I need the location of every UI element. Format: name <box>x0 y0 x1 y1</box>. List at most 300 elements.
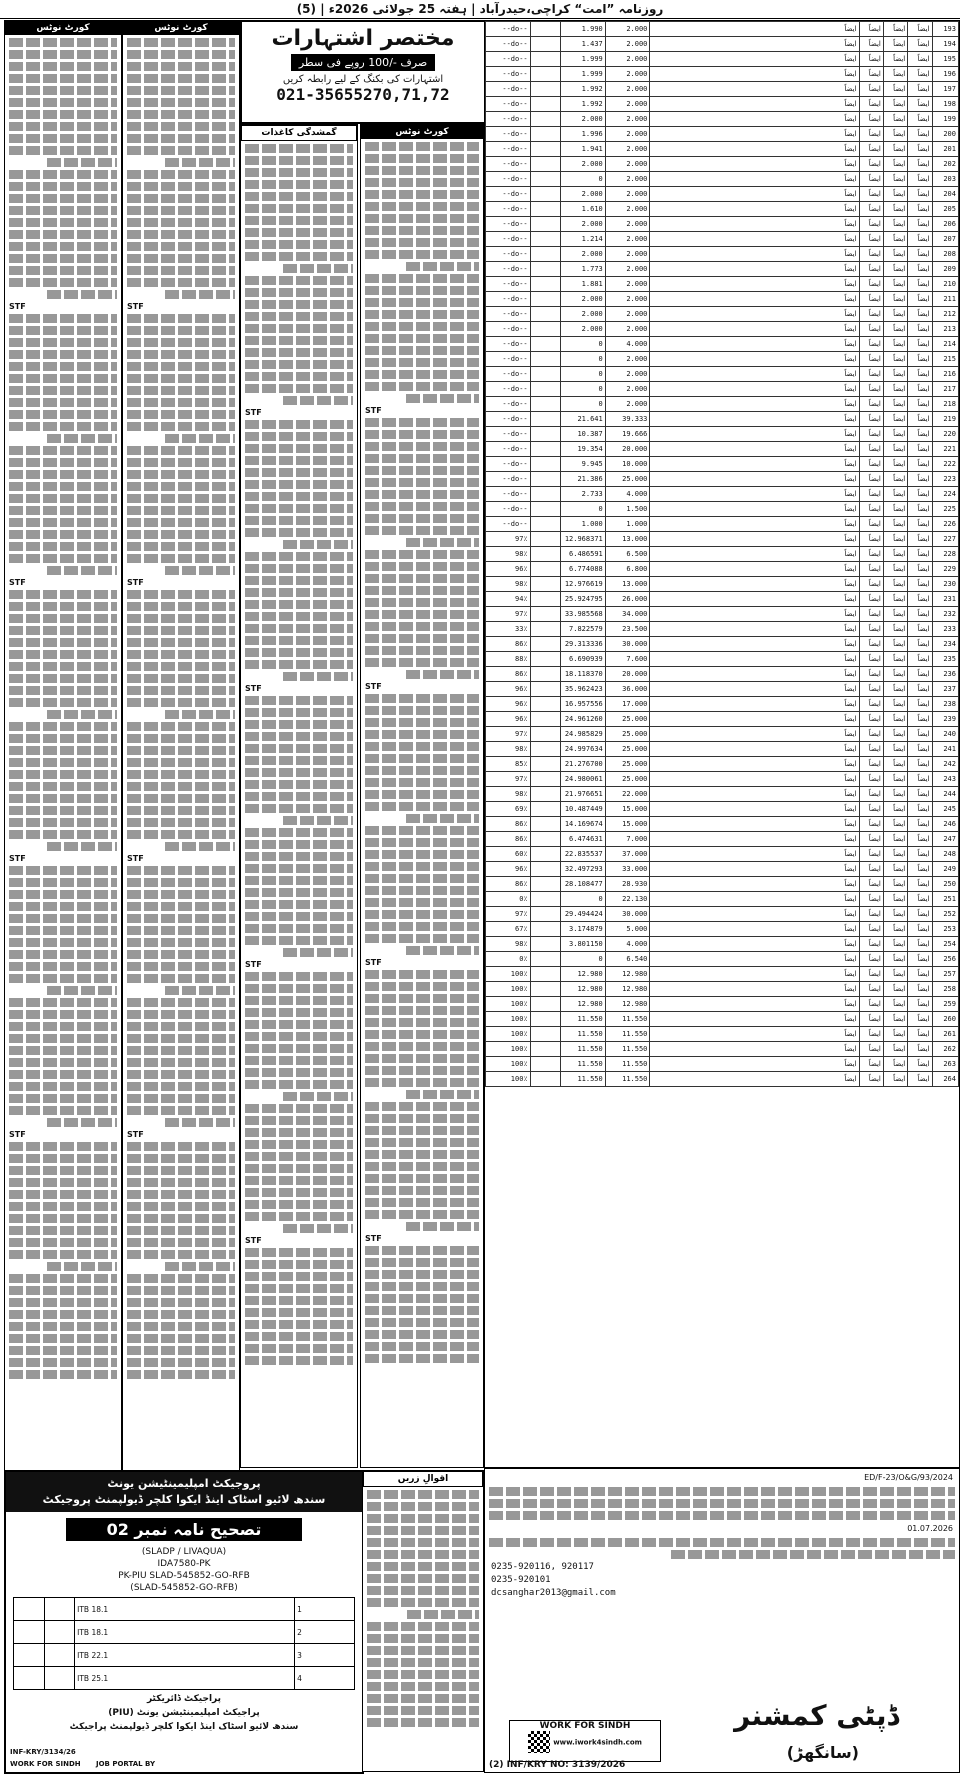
text-line <box>9 1178 117 1187</box>
text-line <box>245 240 353 249</box>
text-line <box>9 1322 117 1331</box>
cell-d4: ایضاً <box>908 832 932 847</box>
text-line <box>127 1358 235 1367</box>
text-line <box>127 1370 235 1379</box>
cell-desc: ایضاً <box>650 622 859 637</box>
text-line <box>365 862 479 871</box>
text-line <box>47 434 117 443</box>
cell-no: 205 <box>932 202 958 217</box>
cell-d3: ایضاً <box>883 142 907 157</box>
cell-time: 97٪ <box>486 772 531 787</box>
cell-desc: ایضاً <box>650 142 859 157</box>
cell-d4: ایضاً <box>908 862 932 877</box>
footer-reference: ED/F-23/O&G/93/2024 <box>864 1473 953 1482</box>
cell-amount: 25.000 <box>605 772 650 787</box>
footer-inf-number: (2) INF/KRY NO: 3139/2026 <box>489 1760 626 1770</box>
corrigendum-table <box>13 1597 355 1690</box>
text-line <box>9 50 117 59</box>
text-line <box>367 1598 479 1607</box>
text-line <box>9 218 117 227</box>
cell-time: 86٪ <box>486 877 531 892</box>
cell-desc: ایضاً <box>650 427 859 442</box>
tender-table-wrapper <box>484 20 960 1468</box>
cell-cost: 2.733 <box>561 487 606 502</box>
cell-d4: ایضاً <box>908 532 932 547</box>
text-line <box>127 86 235 95</box>
cell-blank <box>530 772 560 787</box>
cell-amount: 28.930 <box>605 877 650 892</box>
cell-d2: ایضاً <box>859 187 883 202</box>
text-line <box>9 758 117 767</box>
cell-d3: ایضاً <box>883 217 907 232</box>
qr-code-icon <box>528 1731 550 1753</box>
table-row <box>486 712 959 727</box>
table-row <box>486 37 959 52</box>
text-line <box>9 518 117 527</box>
table-row <box>486 352 959 367</box>
text-line <box>245 1356 353 1365</box>
text-line <box>245 576 353 585</box>
text-line <box>127 890 235 899</box>
cell-cost: 0 <box>561 352 606 367</box>
cell-time: 33٪ <box>486 622 531 637</box>
text-line <box>127 914 235 923</box>
text-line <box>47 710 117 719</box>
cell-desc: ایضاً <box>650 967 859 982</box>
cell-d3: ایضاً <box>883 172 907 187</box>
cell-desc: ایضاً <box>650 412 859 427</box>
text-line <box>365 586 479 595</box>
cell-amount: 6.500 <box>605 547 650 562</box>
text-line <box>127 602 235 611</box>
cell-d2: ایضاً <box>859 97 883 112</box>
text-line <box>365 1330 479 1339</box>
cell-d3: ایضاً <box>883 127 907 142</box>
text-line <box>127 818 235 827</box>
text-line <box>245 912 353 921</box>
cell-time: 98٪ <box>486 742 531 757</box>
text-line <box>365 850 479 859</box>
cell-cost: 12.980 <box>561 982 606 997</box>
cell-no: 210 <box>932 277 958 292</box>
cell-d2: ایضاً <box>859 457 883 472</box>
cell-no: 228 <box>932 547 958 562</box>
text-line <box>127 182 235 191</box>
cell-time: 96٪ <box>486 697 531 712</box>
cell-no: 200 <box>932 127 958 142</box>
project-unit: پروجیکٹ امپلیمینٹیشن یونٹ <box>107 1477 261 1490</box>
cell-cost: 1.999 <box>561 67 606 82</box>
cell-amount: 12.980 <box>605 967 650 982</box>
text-line <box>127 194 235 203</box>
text-line <box>127 1154 235 1163</box>
text-line <box>365 706 479 715</box>
text-line <box>9 122 117 131</box>
notices-column-4 <box>360 124 484 1468</box>
cell-d3: ایضاً <box>883 847 907 862</box>
text-line <box>127 314 235 323</box>
cell-d3: ایضاً <box>883 397 907 412</box>
cell-d3: ایضاً <box>883 502 907 517</box>
text-line <box>365 598 479 607</box>
cell-desc: ایضاً <box>650 1012 859 1027</box>
cell-d3: ایضاً <box>883 97 907 112</box>
text-line <box>245 864 353 873</box>
cell-d2: ایضاً <box>859 562 883 577</box>
text-line <box>245 1128 353 1137</box>
cell-d4: ایضاً <box>908 112 932 127</box>
cell-d2: ایضاً <box>859 682 883 697</box>
text-line <box>245 840 353 849</box>
cell-desc: ایضاً <box>650 862 859 877</box>
cell-d4: ایضاً <box>908 1042 932 1057</box>
cell-no: 217 <box>932 382 958 397</box>
cell-d2: ایضاً <box>859 607 883 622</box>
text-line <box>127 662 235 671</box>
text-line <box>245 204 353 213</box>
cell-time: 86٪ <box>486 817 531 832</box>
table-row <box>486 607 959 622</box>
corrigendum-cell-blank <box>44 1621 75 1644</box>
text-line <box>365 442 479 451</box>
cell-desc: ایضاً <box>650 637 859 652</box>
stf-mark: STF <box>245 408 262 417</box>
cell-cost: 21.386 <box>561 472 606 487</box>
cell-d3: ایضاً <box>883 667 907 682</box>
court-notice-heading: کورٹ نوٹس <box>123 21 239 35</box>
cell-cost: 0 <box>561 502 606 517</box>
text-line <box>127 638 235 647</box>
text-line <box>9 878 117 887</box>
cell-d3: ایضاً <box>883 82 907 97</box>
cell-cost: 2.000 <box>561 322 606 337</box>
cell-desc: ایضاً <box>650 832 859 847</box>
text-line <box>127 506 235 515</box>
cell-time: --do-- <box>486 382 531 397</box>
corrigendum-cell-no: 2 <box>295 1621 355 1644</box>
text-line <box>127 1046 235 1055</box>
cell-amount: 6.800 <box>605 562 650 577</box>
text-line <box>127 1238 235 1247</box>
cell-time: --do-- <box>486 367 531 382</box>
table-row <box>486 442 959 457</box>
cell-amount: 2.000 <box>605 397 650 412</box>
cell-blank <box>530 172 560 187</box>
cell-d2: ایضاً <box>859 907 883 922</box>
cell-d4: ایضاً <box>908 682 932 697</box>
text-line <box>127 278 235 287</box>
cell-desc: ایضاً <box>650 742 859 757</box>
cell-desc: ایضاً <box>650 247 859 262</box>
cell-amount: 2.000 <box>605 142 650 157</box>
text-line <box>365 514 479 523</box>
cell-d3: ایضاً <box>883 547 907 562</box>
text-line <box>9 1046 117 1055</box>
cell-cost: 33.985568 <box>561 607 606 622</box>
cell-no: 262 <box>932 1042 958 1057</box>
text-line <box>245 300 353 309</box>
cell-no: 222 <box>932 457 958 472</box>
text-line <box>245 1176 353 1185</box>
text-line <box>245 972 353 981</box>
text-line <box>245 984 353 993</box>
cell-cost: 21.276700 <box>561 757 606 772</box>
text-line <box>9 314 117 323</box>
table-row <box>486 532 959 547</box>
table-row <box>486 412 959 427</box>
cell-d2: ایضاً <box>859 247 883 262</box>
cell-time: --do-- <box>486 97 531 112</box>
cell-desc: ایضاً <box>650 877 859 892</box>
text-line <box>127 1214 235 1223</box>
text-line <box>245 504 353 513</box>
text-line <box>127 962 235 971</box>
text-line <box>9 1154 117 1163</box>
table-row <box>486 472 959 487</box>
cell-no: 209 <box>932 262 958 277</box>
cell-no: 195 <box>932 52 958 67</box>
text-line <box>245 696 353 705</box>
cell-no: 213 <box>932 322 958 337</box>
cell-amount: 20.000 <box>605 442 650 457</box>
cell-d3: ایضاً <box>883 967 907 982</box>
cell-cost: 11.550 <box>561 1027 606 1042</box>
text-line <box>9 950 117 959</box>
text-line <box>9 962 117 971</box>
cell-no: 258 <box>932 982 958 997</box>
text-line <box>365 1030 479 1039</box>
cell-d2: ایضاً <box>859 127 883 142</box>
stf-mark: STF <box>245 1236 262 1245</box>
text-line <box>127 1022 235 1031</box>
text-line <box>365 490 479 499</box>
cell-no: 193 <box>932 22 958 37</box>
cell-time: --do-- <box>486 427 531 442</box>
text-line <box>9 134 117 143</box>
cell-d2: ایضاً <box>859 337 883 352</box>
project-name: سندھ لائیو اسٹاک اینڈ ایکوا کلچر ڈیولپمنٹ پروجیکٹ <box>42 1493 326 1506</box>
text-line <box>9 734 117 743</box>
cell-amount: 13.000 <box>605 532 650 547</box>
cell-d4: ایضاً <box>908 277 932 292</box>
text-line <box>127 1010 235 1019</box>
cell-cost: 2.000 <box>561 247 606 262</box>
cell-d2: ایضاً <box>859 637 883 652</box>
cell-desc: ایضاً <box>650 937 859 952</box>
cell-cost: 6.690939 <box>561 652 606 667</box>
text-line <box>245 648 353 657</box>
cell-blank <box>530 862 560 877</box>
text-line <box>365 526 479 535</box>
cell-d2: ایضاً <box>859 592 883 607</box>
text-line <box>9 1274 117 1283</box>
cell-d4: ایضاً <box>908 217 932 232</box>
cell-time: 86٪ <box>486 637 531 652</box>
text-line <box>365 226 479 235</box>
text-line <box>165 434 235 443</box>
text-line <box>245 144 353 153</box>
court-notice-column-1 <box>4 20 122 1472</box>
table-row <box>486 262 959 277</box>
text-line <box>127 1082 235 1091</box>
cell-cost: 1.000 <box>561 517 606 532</box>
text-line <box>165 1118 235 1127</box>
cell-time: --do-- <box>486 277 531 292</box>
cell-d4: ایضاً <box>908 367 932 382</box>
cell-desc: ایضاً <box>650 712 859 727</box>
text-line <box>367 1586 479 1595</box>
project-notice <box>4 1470 364 1774</box>
cell-d4: ایضاً <box>908 937 932 952</box>
project-inf-number: INF-KRY/3134/26 <box>10 1748 76 1756</box>
cell-d3: ایضاً <box>883 997 907 1012</box>
cell-blank <box>530 217 560 232</box>
corrigendum-row <box>14 1598 355 1621</box>
cell-d2: ایضاً <box>859 37 883 52</box>
corrigendum-cell-no: 4 <box>295 1667 355 1690</box>
cell-cost: 28.108477 <box>561 877 606 892</box>
cell-d2: ایضاً <box>859 502 883 517</box>
text-line <box>9 902 117 911</box>
cell-no: 252 <box>932 907 958 922</box>
cell-no: 202 <box>932 157 958 172</box>
text-line <box>127 50 235 59</box>
text-line <box>127 902 235 911</box>
cell-blank <box>530 637 560 652</box>
text-line <box>9 830 117 839</box>
cell-time: --do-- <box>486 247 531 262</box>
text-line <box>365 574 479 583</box>
cell-d2: ایضاً <box>859 952 883 967</box>
cell-cost: 2.000 <box>561 112 606 127</box>
text-line <box>365 610 479 619</box>
table-row <box>486 787 959 802</box>
text-line <box>245 1320 353 1329</box>
text-line <box>127 1070 235 1079</box>
cell-d2: ایضاً <box>859 997 883 1012</box>
cell-cost: 24.980061 <box>561 772 606 787</box>
cell-d4: ایضاً <box>908 37 932 52</box>
text-line <box>365 1282 479 1291</box>
cell-d2: ایضاً <box>859 142 883 157</box>
cell-cost: 1.941 <box>561 142 606 157</box>
text-line <box>245 1188 353 1197</box>
cell-time: 88٪ <box>486 652 531 667</box>
text-line <box>127 38 235 47</box>
table-row <box>486 817 959 832</box>
cell-amount: 25.000 <box>605 472 650 487</box>
text-line <box>367 1490 479 1499</box>
text-line <box>245 1044 353 1053</box>
stf-mark: STF <box>365 958 382 967</box>
cell-cost: 12.976619 <box>561 577 606 592</box>
text-line <box>365 1318 479 1327</box>
cell-desc: ایضاً <box>650 277 859 292</box>
cell-time: 60٪ <box>486 847 531 862</box>
cell-cost: 1.437 <box>561 37 606 52</box>
cell-no: 235 <box>932 652 958 667</box>
text-line <box>9 1358 117 1367</box>
cell-d2: ایضاً <box>859 817 883 832</box>
cell-cost: 32.497293 <box>561 862 606 877</box>
table-row <box>486 22 959 37</box>
district-name: (سانگھڑ) <box>786 1743 859 1762</box>
text-line <box>9 1250 117 1259</box>
cell-blank <box>530 502 560 517</box>
text-line <box>9 974 117 983</box>
cell-d2: ایضاً <box>859 1027 883 1042</box>
cell-d3: ایضاً <box>883 757 907 772</box>
cell-d3: ایضاً <box>883 937 907 952</box>
text-line <box>365 742 479 751</box>
text-line <box>9 62 117 71</box>
cell-cost: 9.945 <box>561 457 606 472</box>
text-line <box>9 266 117 275</box>
cell-amount: 2.000 <box>605 67 650 82</box>
text-line <box>127 134 235 143</box>
cell-cost: 21.641 <box>561 412 606 427</box>
text-line <box>127 410 235 419</box>
text-line <box>127 770 235 779</box>
cell-no: 230 <box>932 577 958 592</box>
cell-blank <box>530 337 560 352</box>
cell-d2: ایضاً <box>859 352 883 367</box>
text-line <box>365 1198 479 1207</box>
text-line <box>365 778 479 787</box>
table-row <box>486 127 959 142</box>
text-line <box>367 1670 479 1679</box>
table-row <box>486 217 959 232</box>
text-line <box>245 624 353 633</box>
cell-d3: ایضاً <box>883 367 907 382</box>
text-line <box>365 646 479 655</box>
text-line <box>127 374 235 383</box>
cell-cost: 12.968371 <box>561 532 606 547</box>
cell-desc: ایضاً <box>650 1042 859 1057</box>
cell-no: 198 <box>932 97 958 112</box>
cell-no: 260 <box>932 1012 958 1027</box>
table-row <box>486 997 959 1012</box>
cell-no: 199 <box>932 112 958 127</box>
text-line <box>365 1138 479 1147</box>
text-line <box>245 1272 353 1281</box>
text-line <box>365 1342 479 1351</box>
cell-amount: 25.000 <box>605 742 650 757</box>
cell-d2: ایضاً <box>859 487 883 502</box>
text-line <box>365 1210 479 1219</box>
text-line <box>245 612 353 621</box>
text-line <box>127 62 235 71</box>
text-line <box>365 1102 479 1111</box>
text-line <box>127 266 235 275</box>
cell-no: 219 <box>932 412 958 427</box>
cell-time: --do-- <box>486 172 531 187</box>
project-wfs: WORK FOR SINDH <box>10 1760 81 1768</box>
cell-cost: 7.822579 <box>561 622 606 637</box>
cell-d4: ایضاً <box>908 427 932 442</box>
cell-desc: ایضاً <box>650 787 859 802</box>
table-row <box>486 937 959 952</box>
text-line <box>245 1008 353 1017</box>
text-line <box>9 338 117 347</box>
cell-desc: ایضاً <box>650 67 859 82</box>
text-line <box>9 722 117 731</box>
cell-d3: ایضاً <box>883 67 907 82</box>
cell-amount: 36.000 <box>605 682 650 697</box>
text-line <box>47 158 117 167</box>
signature-3: سندھ لائیو اسٹاک اینڈ ایکوا کلچر ڈیولپمنٹ پراجیکٹ <box>69 1722 299 1732</box>
cell-d4: ایضاً <box>908 292 932 307</box>
